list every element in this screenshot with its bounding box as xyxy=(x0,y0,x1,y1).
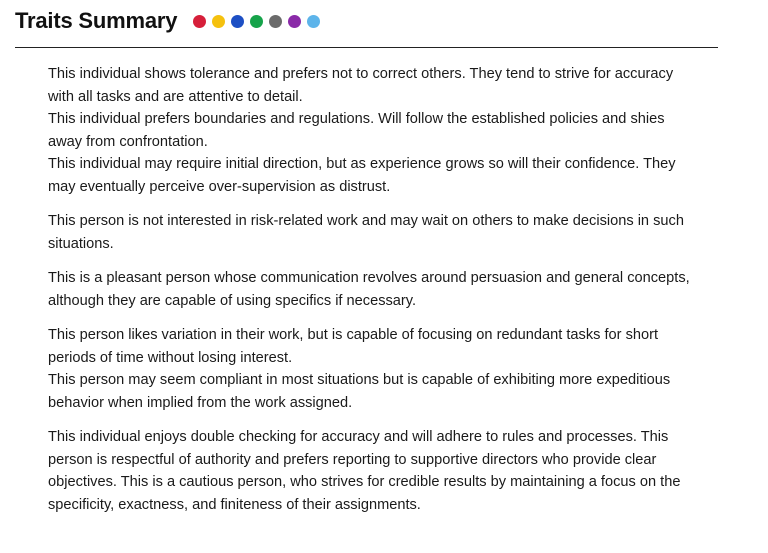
page-title: Traits Summary xyxy=(15,8,178,33)
trait-color-dots xyxy=(193,15,320,28)
paragraph-variation xyxy=(48,324,698,414)
yellow-dot xyxy=(212,15,225,28)
purple-dot xyxy=(288,15,301,28)
light-blue-dot xyxy=(307,15,320,28)
traits-summary-body xyxy=(48,63,698,528)
green-dot xyxy=(250,15,263,28)
red-dot xyxy=(193,15,206,28)
text-line: This individual enjoys double checking for accuracy and will adhere to rules and processes. This person is respectful of authority and prefers reporting to supportive directors who provide clear objectives. This is a cautious person, who strives for credible results by maintaining a focus on the specificity, exactness, and finiteness of their assignments. xyxy=(48,429,681,513)
traits-summary-header xyxy=(15,6,320,36)
blue-dot xyxy=(231,15,244,28)
text-line: This is a pleasant person whose communication revolves around persuasion and general concepts, although they are capable of using specifics if necessary. xyxy=(48,270,690,309)
text-line: This individual shows tolerance and prefers not to correct others. They tend to strive for accuracy with all tasks and are attentive to detail. xyxy=(48,66,674,105)
header-divider xyxy=(15,47,718,48)
paragraph-accuracy xyxy=(48,426,698,516)
paragraph-tolerance xyxy=(48,63,698,198)
text-line: This individual may require initial direction, but as experience grows so will their confidence. They may eventually perceive over-supervision as distrust. xyxy=(48,156,676,195)
gray-dot xyxy=(269,15,282,28)
text-line: This individual prefers boundaries and regulations. Will follow the established policies and shies away from confrontation. xyxy=(48,111,665,150)
paragraph-communication xyxy=(48,267,698,312)
paragraph-risk xyxy=(48,210,698,255)
text-line: This person likes variation in their work, but is capable of focusing on redundant tasks for short periods of time without losing interest. xyxy=(48,327,659,366)
text-line: This person may seem compliant in most situations but is capable of exhibiting more expeditious behavior when implied from the work assigned. xyxy=(48,372,671,411)
text-line: This person is not interested in risk-related work and may wait on others to make decisions in such situations. xyxy=(48,213,684,252)
